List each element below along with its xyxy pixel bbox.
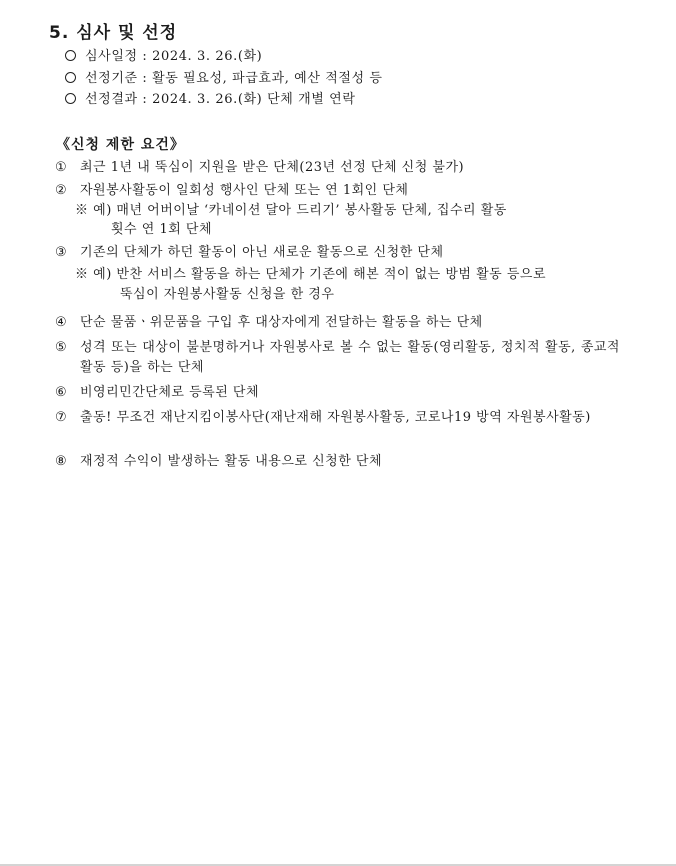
circle-bullet-icon	[65, 72, 76, 83]
bullet-text: 선정기준 : 활동 필요성, 파급효과, 예산 적절성 등	[85, 70, 383, 86]
item-note-line: 뚝심이 자원봉사활동 신청을 한 경우	[120, 287, 335, 302]
item-text: 최근 1년 내 뚝심이 지원을 받은 단체(23년 선정 단체 신청 불가)	[80, 160, 465, 175]
item-text: 기존의 단체가 하던 활동이 아닌 새로운 활동으로 신청한 단체	[80, 245, 444, 260]
bullet-text: 심사일정 : 2024. 3. 26.(화)	[85, 49, 263, 64]
item-text: 비영리민간단체로 등록된 단체	[80, 385, 260, 400]
restrictions-title: 《신청 제한 요건》	[56, 137, 185, 153]
section-title: 5. 심사 및 선정	[49, 23, 178, 43]
item-text: 단순 물품ㆍ위문품을 구입 후 대상자에게 전달하는 활동을 하는 단체	[80, 315, 483, 330]
item-number: ④	[55, 315, 68, 330]
item-text: 자원봉사활동이 일회성 행사인 단체 또는 연 1회인 단체	[80, 183, 409, 198]
item-number: ⑤	[55, 340, 68, 355]
bullet-item-criteria	[65, 68, 383, 90]
circle-bullet-icon	[65, 50, 76, 61]
schedule-bullet-list	[65, 46, 383, 111]
bullet-text: 선정결과 : 2024. 3. 26.(화) 단체 개별 연락	[85, 92, 356, 107]
item-number: ①	[55, 160, 68, 175]
bullet-item-result	[65, 89, 383, 111]
item-text: 출동! 무조건 재난지킴이봉사단(재난재해 자원봉사활동, 코로나19 방역 자원봉사활동)	[80, 410, 591, 425]
item-number: ⑧	[55, 454, 68, 469]
circle-bullet-icon	[65, 93, 76, 104]
item-note-line: ※ 예) 매년 어버이날 ‘카네이션 달아 드리기’ 봉사활동 단체, 집수리 활동	[75, 203, 507, 218]
item-number: ⑦	[55, 410, 68, 425]
item-number: ⑥	[55, 385, 68, 400]
item-text: 재정적 수익이 발생하는 활동 내용으로 신청한 단체	[80, 454, 383, 469]
item-number: ②	[55, 183, 68, 198]
item-text: 성격 또는 대상이 불분명하거나 자원봉사로 볼 수 없는 활동(영리활동, 정치적 활동, 종교적 활동 등)을 하는 단체	[80, 340, 620, 375]
bullet-item-review-date	[65, 46, 383, 68]
item-note-line: ※ 예) 반찬 서비스 활동을 하는 단체가 기존에 해본 적이 없는 방범 활동 등으로	[75, 267, 547, 282]
item-note-line: 횟수 연 1회 단체	[111, 222, 213, 237]
item-number: ③	[55, 245, 68, 260]
